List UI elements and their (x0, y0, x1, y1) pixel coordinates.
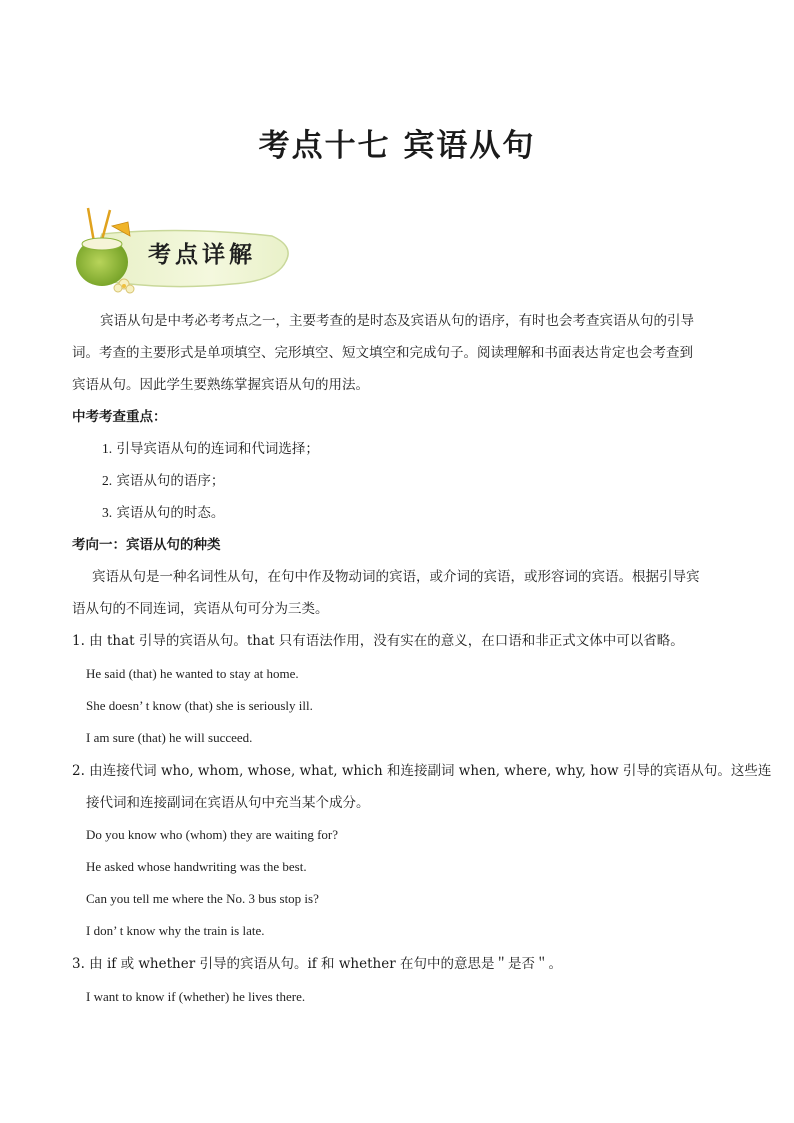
direction-heading: 考向一：宾语从句的种类 (72, 537, 221, 553)
intro-line-3: 宾语从句。因此学生要熟练掌握宾语从句的用法。 (72, 377, 369, 393)
focus-item (102, 471, 224, 491)
direction-desc-line-1: 宾语从句是一种名词性从句，在句中作及物动词的宾语，或介词的宾语，或形容词的宾语。根据引导宾 (92, 569, 700, 585)
example-sentence: I am sure (that) he will succeed. (86, 730, 253, 745)
page-title: 考点十七 宾语从句 (258, 128, 536, 164)
example-sentence: Do you know who (whom) they are waiting for? (86, 827, 338, 842)
example-sentence: He asked whose handwriting was the best. (86, 859, 307, 874)
example-sentence: I want to know if (whether) he lives there. (86, 989, 306, 1004)
type-1-heading: 1. 由 that 引导的宾语从句。that 只有语法作用，没有实在的意义，在口语和非正式文体中可以省略。 (72, 633, 684, 649)
focus-item-number: 3. (102, 505, 113, 520)
type-3-heading: 3. 由 if 或 whether 引导的宾语从句。if 和 whether 在句中的意思是＂是否＂。 (72, 956, 562, 972)
example-sentence: I don’ t know why the train is late. (86, 923, 265, 938)
example-sentence: He said (that) he wanted to stay at home. (86, 666, 299, 681)
focus-heading: 中考考查重点： (72, 409, 167, 425)
type-2-heading-line-2: 接代词和连接副词在宾语从句中充当某个成分。 (86, 795, 370, 811)
type-2-heading-line-1: 2. 由连接代词 who, whom, whose, what, which 和连接副词 when, where, why, how 引导的宾语从句。这些连 (72, 763, 772, 779)
section-banner-label: 考点详解 (148, 241, 256, 268)
focus-item (102, 439, 319, 459)
focus-item-text: 宾语从句的时态。 (116, 505, 225, 521)
focus-item-text: 引导宾语从句的连词和代词选择； (116, 441, 319, 457)
direction-desc-line-2: 语从句的不同连词，宾语从句可分为三类。 (72, 601, 329, 617)
focus-item-number: 1. (102, 441, 113, 456)
focus-item-number: 2. (102, 473, 113, 488)
example-sentence: Can you tell me where the No. 3 bus stop is? (86, 891, 319, 906)
example-sentence: She doesn’ t know (that) she is seriously ill. (86, 698, 313, 713)
focus-item-text: 宾语从句的语序； (116, 473, 225, 489)
focus-item (102, 503, 224, 523)
intro-line-2: 词。考查的主要形式是单项填空、完形填空、短文填空和完成句子。阅读理解和书面表达肯定也会考查到 (72, 345, 693, 361)
intro-line-1: 宾语从句是中考必考考点之一，主要考查的是时态及宾语从句的语序，有时也会考查宾语从句的引导 (100, 313, 694, 329)
